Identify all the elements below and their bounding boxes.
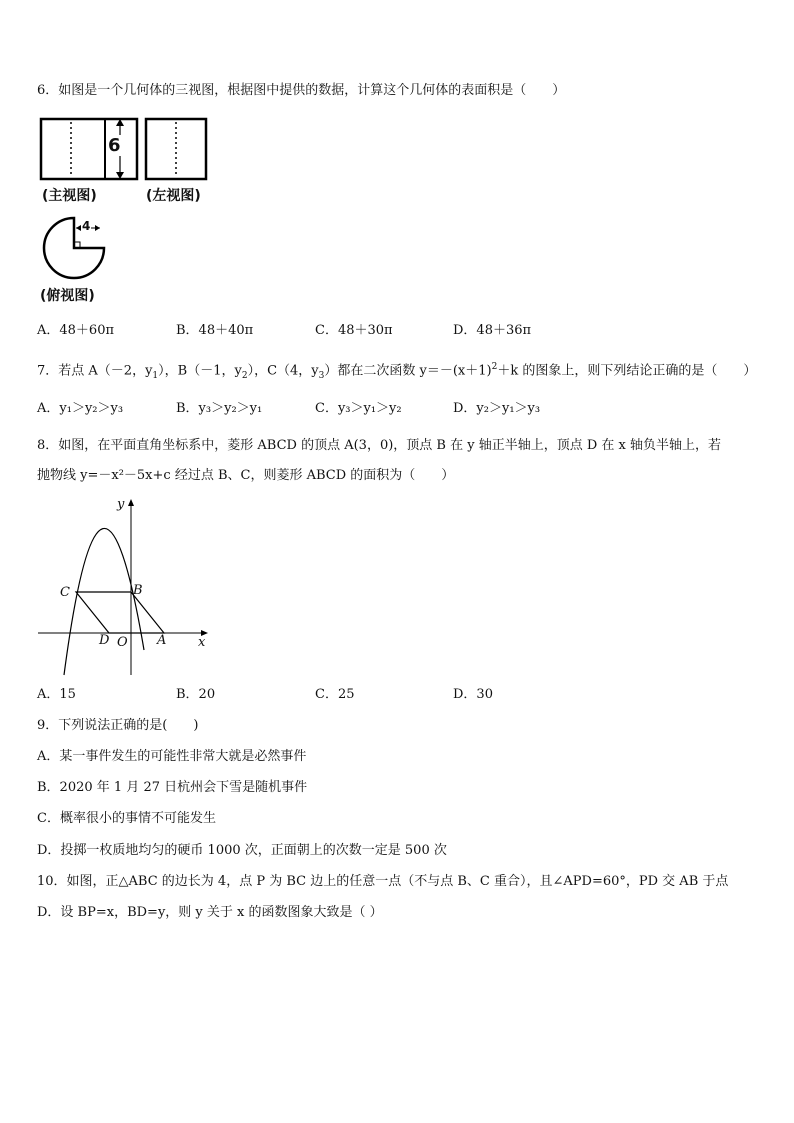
q6-option-d: D．48＋36π [453,323,532,338]
q9-option-a: A．某一事件发生的可能性非常大就是必然事件 [37,749,307,764]
q9-stem: 9．下列说法正确的是( ) [37,718,199,733]
point-b-label: B [133,583,143,598]
front-dim-label: 6 [108,135,121,156]
q6-option-b: B．48＋40π [176,323,254,338]
q7-option-c: C．y₃＞y₁＞y₂ [315,401,402,416]
q8-stem-line2: 抛物线 y=－x²－5x+c 经过点 B、C，则菱形 ABCD 的面积为（ ） [37,468,455,483]
q7-option-d: D．y₂＞y₁＞y₃ [453,401,541,416]
origin-label: O [117,635,128,650]
q7-option-b: B．y₃＞y₂＞y₁ [176,401,263,416]
q7-stem: 7．若点 A（－2，$y_1$），B（－1，$y_2$），C（4，$y_3$）都在二次函数 $y=-(x+1)^2+k$ 的图象上，则下列结论正确的是（ ） [37,362,757,381]
q6-option-c: C．48＋30π [315,323,393,338]
front-view-rect [41,119,137,179]
q8-stem-line1: 8．如图，在平面直角坐标系中，菱形 ABCD 的顶点 A(3，0)，顶点 B 在 y 轴正半轴上，顶点 D 在 x 轴负半轴上，若 [37,438,722,453]
point-a-label: A [157,633,167,648]
q6-top-view [38,212,118,282]
point-d-label: D [99,633,110,648]
q8-option-a: A．15 [37,687,76,702]
rhombus-abcd [76,592,164,633]
q9-option-c: C．概率很小的事情不可能发生 [37,811,216,826]
q6-option-a: A．48＋60π [37,323,115,338]
q10-stem-line2: D．设 BP=x，BD=y，则 y 关于 x 的函数图象大致是（ ） [37,905,383,920]
q6-stem: 6．如图是一个几何体的三视图，根据图中提供的数据，计算这个几何体的表面积是（ ） [37,83,566,98]
parabola [64,528,144,675]
x-axis-label: x [198,635,206,650]
q10-stem-line1: 10．如图，正△ABC 的边长为 4，点 P 为 BC 边上的任意一点（不与点 B、C 重合），且∠APD=60°，PD 交 AB 于点 [37,874,729,889]
top-dim-label: 4 [82,219,91,233]
q8-option-c: C．25 [315,687,355,702]
point-c-label: C [60,585,70,600]
y-axis-label: y [117,497,125,512]
q9-option-d: D．投掷一枚质地均匀的硬币 1000 次，正面朝上的次数一定是 500 次 [37,843,447,858]
q7-option-a: A．y₁＞y₂＞y₃ [37,401,124,416]
front-view-label: (主视图) [42,188,97,204]
q8-option-b: B．20 [176,687,216,702]
top-view-label: (俯视图) [40,288,95,304]
q9-option-b: B．2020 年 1 月 27 日杭州会下雪是随机事件 [37,780,308,795]
q8-option-d: D．30 [453,687,493,702]
left-view-label: (左视图) [146,188,201,204]
